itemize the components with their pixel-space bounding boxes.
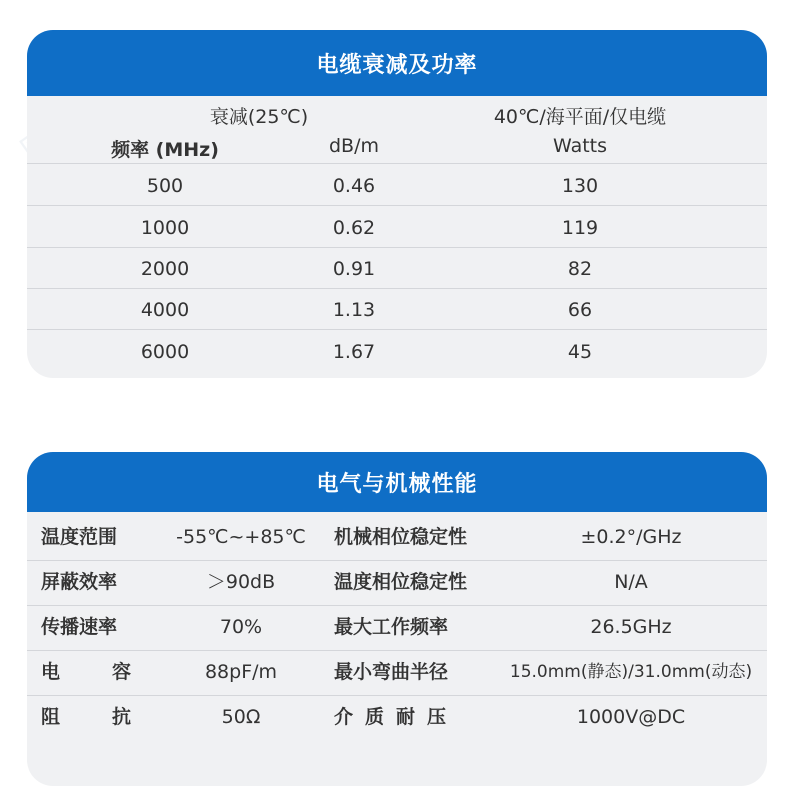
property-label: 温度相位稳定性 [334,571,468,593]
table-row [27,515,767,560]
frequency-cell: 2000 [140,258,190,280]
property-label: 机械相位稳定性 [334,526,468,548]
watts-cell: 66 [567,299,593,321]
table-row [27,695,767,740]
property-label: 传播速率 [41,616,118,638]
table-row [27,290,767,331]
property-value: ±0.2°/GHz [580,526,682,548]
attenuation-power-table [27,30,767,378]
frequency-cell: 500 [146,175,184,197]
db-cell: 0.91 [332,258,376,280]
property-label: 最小弯曲半径 [334,661,449,683]
property-label: 介质耐压 [334,706,459,728]
property-value: 50Ω [221,706,261,728]
property-label: 屏蔽效率 [41,571,118,593]
db-cell: 1.67 [332,341,376,363]
table-title: 电缆衰减及功率 [27,30,767,96]
table-row [27,650,767,695]
property-value: 1000V@DC [576,706,686,728]
frequency-cell: 6000 [140,341,190,363]
table-title: 电气与机械性能 [27,452,767,512]
property-label: 电容 [41,661,184,683]
frequency-cell: 1000 [140,217,190,239]
db-cell: 0.46 [332,175,376,197]
table-row [27,332,767,373]
table-row [27,166,767,207]
frequency-column-header: 频率 (MHz) [111,139,219,161]
watts-cell: 119 [561,217,599,239]
property-label: 温度范围 [41,526,118,548]
attenuation-header: 衰减(25℃) [209,106,309,128]
watts-cell: 82 [567,258,593,280]
table-row [27,560,767,605]
db-cell: 0.62 [332,217,376,239]
property-value: ＞90dB [206,571,276,593]
db-column-header: dB/m [328,135,380,157]
property-value: 88pF/m [204,661,278,683]
db-cell: 1.13 [332,299,376,321]
frequency-cell: 4000 [140,299,190,321]
property-value: 70% [219,616,263,638]
property-label: 最大工作频率 [334,616,449,638]
property-value: -55℃~+85℃ [176,526,306,548]
watts-cell: 130 [561,175,599,197]
property-value: N/A [614,571,648,593]
table-row [27,605,767,650]
watts-cell: 45 [567,341,593,363]
property-label: 阻抗 [41,706,184,728]
electrical-mechanical-table [27,452,767,786]
property-value: 15.0mm(静态)/31.0mm(动态) [509,662,753,682]
power-header: 40℃/海平面/仅电缆 [493,106,667,128]
table-row [27,249,767,290]
property-value: 26.5GHz [590,616,672,638]
watts-column-header: Watts [552,135,608,157]
table-row [27,208,767,249]
